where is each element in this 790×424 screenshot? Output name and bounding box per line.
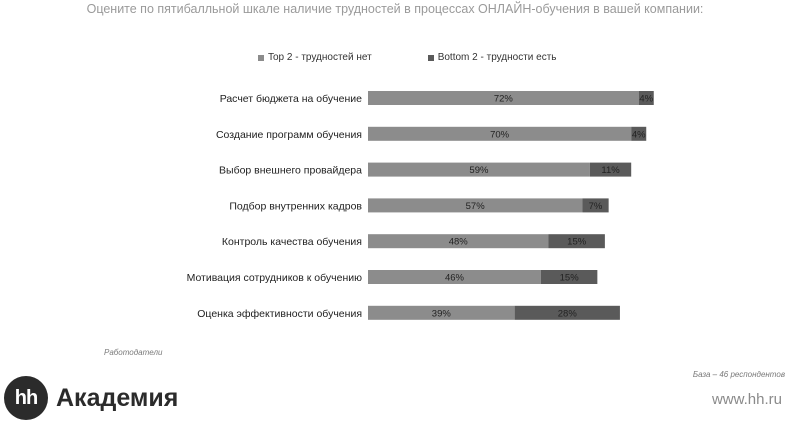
- hh-academy-logo: [4, 376, 178, 420]
- value-label-top2: 59%: [469, 165, 489, 177]
- value-label-top2: 72%: [493, 93, 513, 105]
- category-label: Мотивация сотрудников к обучению: [186, 272, 362, 284]
- hh-logo-icon: hh: [4, 376, 48, 420]
- site-url: www.hh.ru: [711, 391, 782, 408]
- value-label-bottom2: 15%: [567, 236, 587, 248]
- legend-label-top2: Top 2 - трудностей нет: [268, 52, 372, 63]
- value-label-bottom2: 11%: [601, 165, 620, 177]
- chart-title: Оцените по пятибалльной шкале наличие трудностей в процессах ОНЛАЙН-обучения в вашей компании:: [86, 2, 704, 16]
- category-label: Оценка эффективности обучения: [197, 307, 362, 320]
- value-label-top2: 48%: [448, 236, 468, 248]
- base-size-note: База – 46 респондентов: [692, 370, 785, 379]
- category-label: Расчет бюджета на обучение: [219, 93, 362, 105]
- category-label: Подбор внутренних кадров: [229, 200, 362, 213]
- value-label-bottom2: 7%: [588, 200, 603, 212]
- value-label-top2: 70%: [490, 129, 510, 141]
- category-label: Выбор внешнего провайдера: [219, 164, 362, 177]
- legend-label-bottom2: Bottom 2 - трудности есть: [437, 52, 557, 63]
- respondent-group-note: Работодатели: [104, 348, 163, 357]
- category-label: Контроль качества обучения: [221, 236, 362, 249]
- value-label-top2: 57%: [465, 200, 485, 212]
- value-label-bottom2: 28%: [557, 308, 577, 320]
- value-label-bottom2: 4%: [631, 129, 646, 141]
- value-label-bottom2: 15%: [559, 272, 579, 284]
- value-label-top2: 46%: [444, 272, 464, 284]
- category-label: Создание программ обучения: [215, 128, 362, 141]
- value-label-bottom2: 4%: [639, 93, 654, 105]
- logo-text: Академия: [56, 383, 179, 412]
- value-label-top2: 39%: [431, 308, 451, 320]
